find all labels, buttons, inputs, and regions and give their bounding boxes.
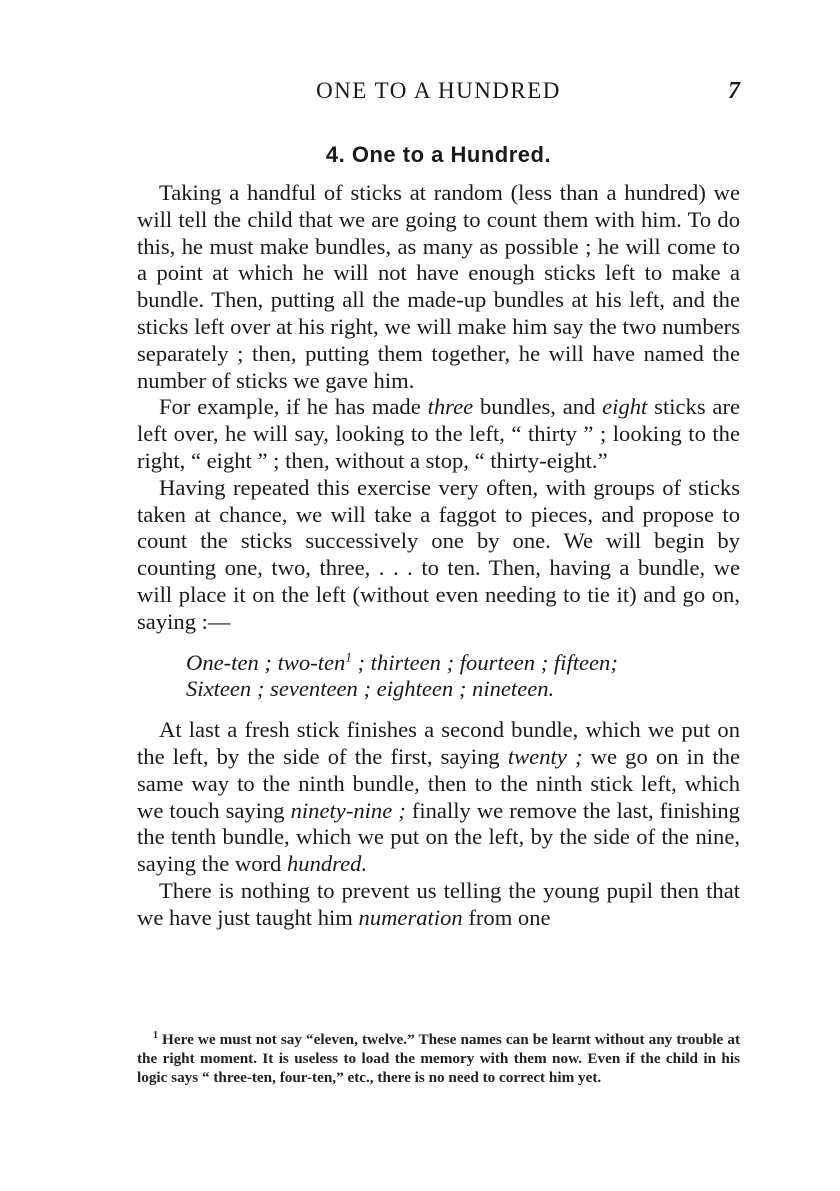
paragraph-5 xyxy=(137,878,740,932)
paragraph-3: Having repeated this exercise very often, with groups of sticks taken at chance, we will take a faggot to pieces, and propose to count the sticks successively one by one. We will begin by counting one, two, three, . . . to ten. Then, having a bundle, we will place it on the left (without even needing to tie it) and go on, saying :— xyxy=(137,474,740,634)
verse-line-2: Sixteen ; seventeen ; eighteen ; nineteen. xyxy=(186,676,555,702)
footnote-1 xyxy=(137,1030,740,1087)
running-head xyxy=(137,78,740,108)
p2-italic-eight: eight xyxy=(602,394,648,420)
p4-italic-twenty: twenty ; xyxy=(507,743,583,769)
p4-text-c: we go on in the same way to the ninth bundle, then to the ninth stick left, which we touch saying xyxy=(137,743,740,823)
counting-verse xyxy=(186,650,740,704)
p2-text-c: bundles, and xyxy=(473,394,603,420)
p5-italic-numeration: numeration xyxy=(358,904,463,930)
p2-text-e: sticks are left over, he will say, looking to the left, “ thirty ” ; looking to the right, “ eight ” ; then, without a stop, “ thirty-eight.” xyxy=(137,394,740,473)
body-text xyxy=(137,180,740,932)
p4-italic-ninety-nine: ninety-nine ; xyxy=(290,797,406,823)
section-heading: 4. One to a Hundred. xyxy=(325,142,552,167)
paragraph-1: Taking a handful of sticks at random (less than a hundred) we will tell the child that we are going to count them with him. To do this, he must make bundles, as many as possible ; he will come to a point at which he will not have enough sticks left to make a bundle. Then, putting all the made-up bundles at his left, and the sticks left over at his right, we will make him say the two numbers separately ; then, putting them together, he will have named the number of sticks we gave him. xyxy=(137,180,740,393)
p4-italic-hundred: hundred. xyxy=(286,851,368,877)
p4-text-e: finally we remove the last, finishing the tenth bundle, which we put on the left, by the side of the nine, saying the word xyxy=(137,797,740,877)
footnotes xyxy=(137,1030,740,1087)
footnote-ref: 1 xyxy=(345,649,352,665)
p4-text-a: At last a fresh stick finishes a second bundle, which we put on the left, by the side of the first, saying xyxy=(137,717,740,769)
footnote-text: Here we must not say “eleven, twelve.” These names can be learnt without any trouble at the right moment. It is useless to load the memory with them now. Even if the child in his logic says “ three-ten, four-ten,” etc., there is no need to correct him yet. xyxy=(137,1031,740,1086)
p2-italic-three: three xyxy=(427,394,474,420)
verse-line-1 xyxy=(186,650,740,677)
running-title: ONE TO A HUNDRED xyxy=(316,78,561,103)
verse-line-1-b: ; thirteen ; fourteen ; fifteen; xyxy=(351,649,618,675)
page-number: 7 xyxy=(728,78,740,104)
p5-text-a: There is nothing to prevent us telling the young pupil then that we have just taught him xyxy=(137,877,740,930)
verse-line-1-a: One-ten ; two-ten xyxy=(186,649,346,675)
p2-text-a: For example, if he has made xyxy=(159,394,428,420)
paragraph-4 xyxy=(137,717,740,878)
paragraph-2 xyxy=(137,394,740,474)
p5-text-c: from one xyxy=(462,904,551,930)
footnote-marker: 1 xyxy=(153,1029,158,1041)
